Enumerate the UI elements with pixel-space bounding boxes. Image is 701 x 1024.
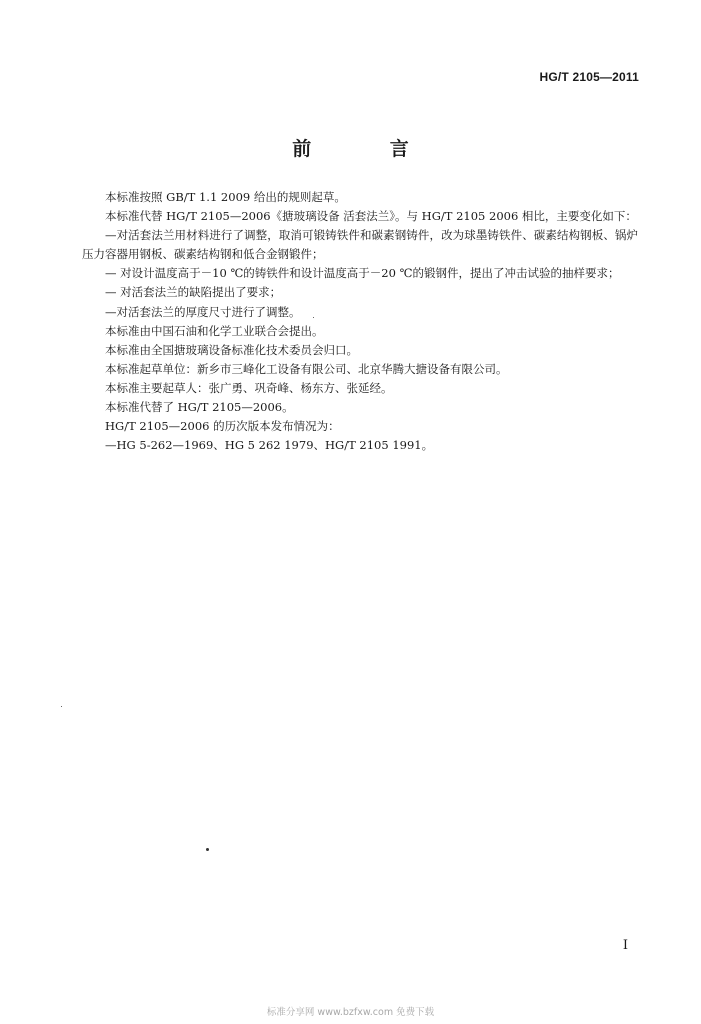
paragraph-history-versions: —HG 5-262—1969、HG 5 262 1979、HG/T 2105 1991。 <box>105 438 434 453</box>
paragraph-committee: 本标准由全国搪玻璃设备标准化技术委员会归口。 <box>105 342 358 357</box>
paragraph-drafters: 本标准主要起草人：张广勇、巩奇峰、杨东方、张延经。 <box>105 380 393 395</box>
paragraph-drafting-units: 本标准起草单位：新乡市三峰化工设备有限公司、北京华腾大搪设备有限公司。 <box>105 361 508 376</box>
paragraph-history-intro: HG/T 2105—2006 的历次版本发布情况为： <box>105 419 340 434</box>
page-title: 前 言 <box>292 138 445 160</box>
scan-speck <box>313 317 314 318</box>
change-item-materials: —对活套法兰用材料进行了调整，取消可锻铸铁件和碳素钢铸件，改为球墨铸铁件、碳素结构钢板、锅炉压力容器用钢板、碳素结构钢和低合金钢锻件； <box>82 228 638 262</box>
paragraph-drafting-rule: 本标准按照 GB/T 1.1 2009 给出的规则起草。 <box>105 190 346 204</box>
scan-speck <box>61 706 62 707</box>
scan-speck <box>206 848 209 851</box>
change-item-thickness: —对活套法兰的厚度尺寸进行了调整。 <box>105 304 301 319</box>
watermark: 标准分享网 www.bzfxw.com 免费下载 <box>266 1007 435 1018</box>
change-item-impact-test: — 对设计温度高于－10 ℃的铸铁件和设计温度高于－20 ℃的锻钢件，提出了冲击试验的抽样要求； <box>105 266 620 281</box>
paragraph-proposer: 本标准由中国石油和化学工业联合会提出。 <box>105 323 324 338</box>
foreword-body <box>82 188 638 455</box>
standard-code: HG/T 2105—2011 <box>539 70 639 84</box>
change-item-defects: — 对活套法兰的缺陷提出了要求； <box>105 285 282 300</box>
paragraph-replacement: 本标准代替 HG/T 2105—2006《搪玻璃设备 活套法兰》。与 HG/T 2105 2006 相比，主要变化如下： <box>105 209 637 224</box>
paragraph-supersedes: 本标准代替了 HG/T 2105—2006。 <box>105 400 294 415</box>
page-number: I <box>622 938 628 953</box>
